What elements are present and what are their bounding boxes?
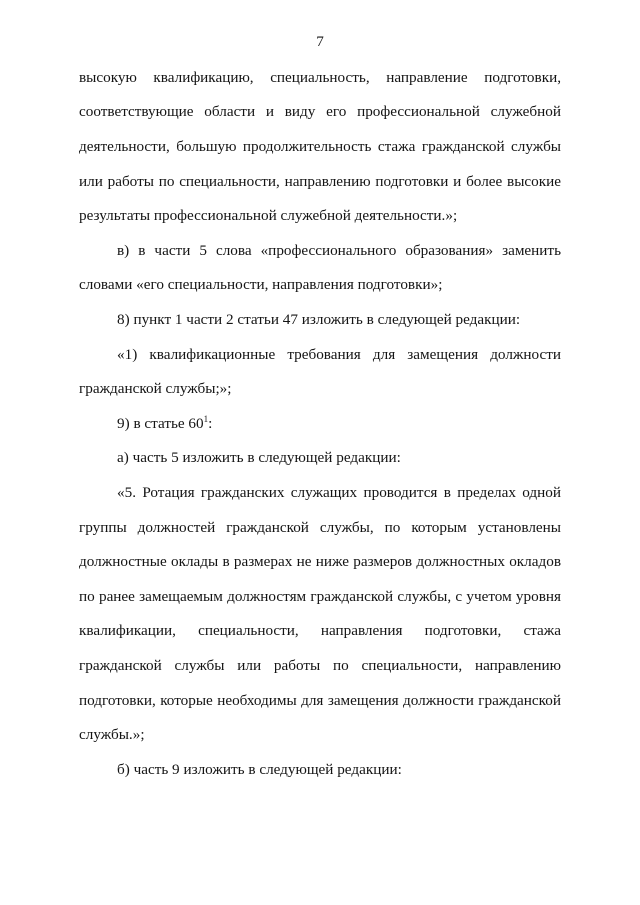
article-reference: 9) в статье 60: [117, 415, 204, 432]
paragraph-first-line: [117, 413, 561, 435]
text-line: службы.»;: [79, 726, 145, 743]
text-line: словами «его специальности, направления подготовки»;: [79, 276, 443, 293]
text-line: высокую квалификацию, специальность, направление подготовки,: [79, 69, 561, 86]
text-line: подготовки, которые необходимы для замещения должности гражданской: [79, 692, 561, 709]
text-line: деятельности, большую продолжительность стажа гражданской службы: [79, 138, 561, 155]
paragraph-first-line: в) в части 5 слова «профессионального образования» заменить: [117, 242, 561, 259]
paragraph-first-line: б) часть 9 изложить в следующей редакции:: [117, 761, 402, 778]
article-suffix: :: [208, 415, 213, 432]
text-line: гражданской службы или работы по специальности, направлению: [79, 657, 561, 674]
paragraph-first-line: «1) квалификационные требования для замещения должности: [117, 346, 561, 363]
text-line: гражданской службы;»;: [79, 380, 232, 397]
text-line: должностные оклады в размерах не ниже размеров должностных окладов: [79, 553, 561, 570]
text-line: или работы по специальности, направлению подготовки и более высокие: [79, 173, 561, 190]
text-line: соответствующие области и виду его профессиональной служебной: [79, 103, 561, 120]
text-line: по ранее замещаемым должностям гражданской службы, с учетом уровня: [79, 588, 561, 605]
paragraph-first-line: а) часть 5 изложить в следующей редакции:: [117, 449, 401, 466]
text-line: квалификации, специальности, направления подготовки, стажа: [79, 622, 561, 639]
text-line: группы должностей гражданской службы, по которым установлены: [79, 519, 561, 536]
text-line: результаты профессиональной служебной деятельности.»;: [79, 207, 458, 224]
page-number: 7: [316, 33, 324, 50]
paragraph-first-line: 8) пункт 1 части 2 статьи 47 изложить в следующей редакции:: [117, 311, 521, 328]
article-superscript: 1: [203, 414, 209, 424]
paragraph-first-line: «5. Ротация гражданских служащих проводится в пределах одной: [117, 484, 561, 501]
